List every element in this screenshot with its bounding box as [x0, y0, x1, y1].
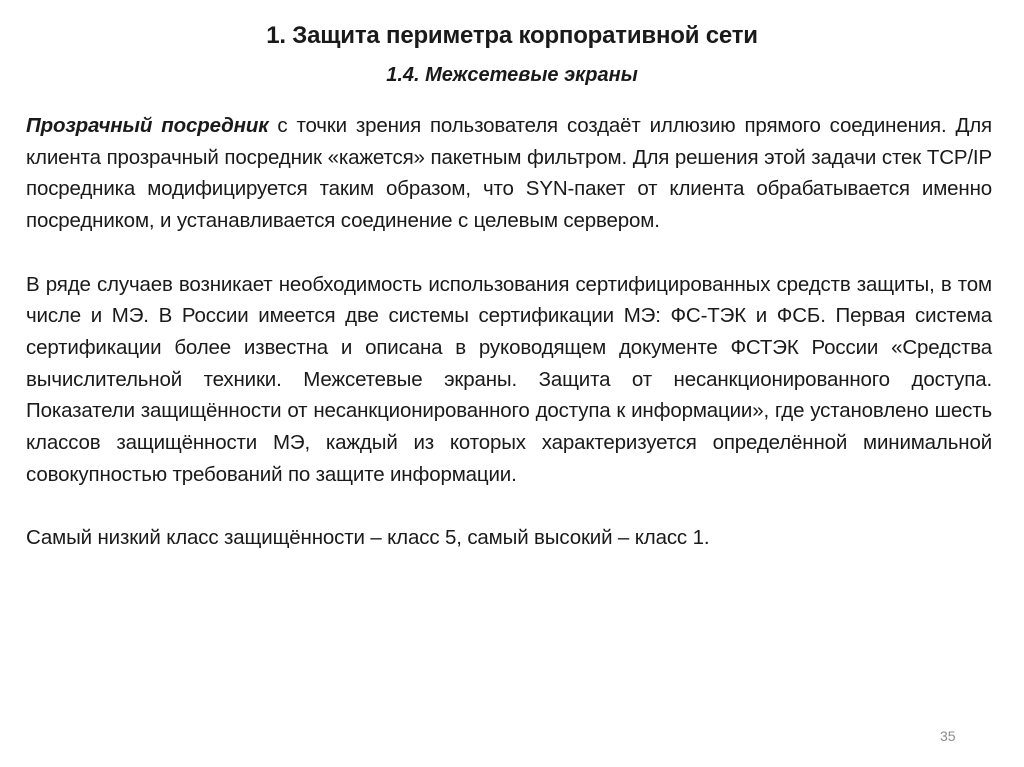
paragraph-certification: В ряде случаев возникает необходимость использования сертифицированных средств защиты, в том числе и МЭ. В России имеется две системы сертификации МЭ: ФС-ТЭК и ФСБ. Первая система сертификации более известна и описана в руководящем документе ФСТЭК России «Средства вычислительной техники. Межсетевые экраны. Защита от несанкционированного доступа. Показатели защищённости от несанкционированного доступа к информации», где установлено шесть классов защищённости МЭ, каждый из которых характеризуется определённой минимальной совокупностью требований по защите информации. [26, 272, 992, 486]
slide-title: 1. Защита периметра корпоративной сети [266, 22, 758, 49]
paragraph-transparent-proxy [26, 110, 992, 237]
slide-body [26, 110, 992, 554]
paragraph-gap [26, 490, 992, 522]
paragraph-security-classes: Самый низкий класс защищённости – класс 5, самый высокий – класс 1. [26, 526, 710, 550]
paragraph-gap [26, 237, 992, 269]
page-number: 35 [940, 728, 956, 744]
paragraph-transparent-proxy-text: с точки зрения пользователя создаёт иллюзию прямого соединения. Для клиента прозрачный посредник «кажется» пакетным фильтром. Для решения этой задачи стек TCP/IP посредника модифицируется таким образом, что SYN-пакет от клиента обрабатывается именно посредником, и устанавливается соединение с целевым сервером. [26, 114, 992, 233]
slide-subtitle: 1.4. Межсетевые экраны [386, 64, 638, 86]
term-transparent-proxy: Прозрачный посредник [26, 114, 269, 137]
